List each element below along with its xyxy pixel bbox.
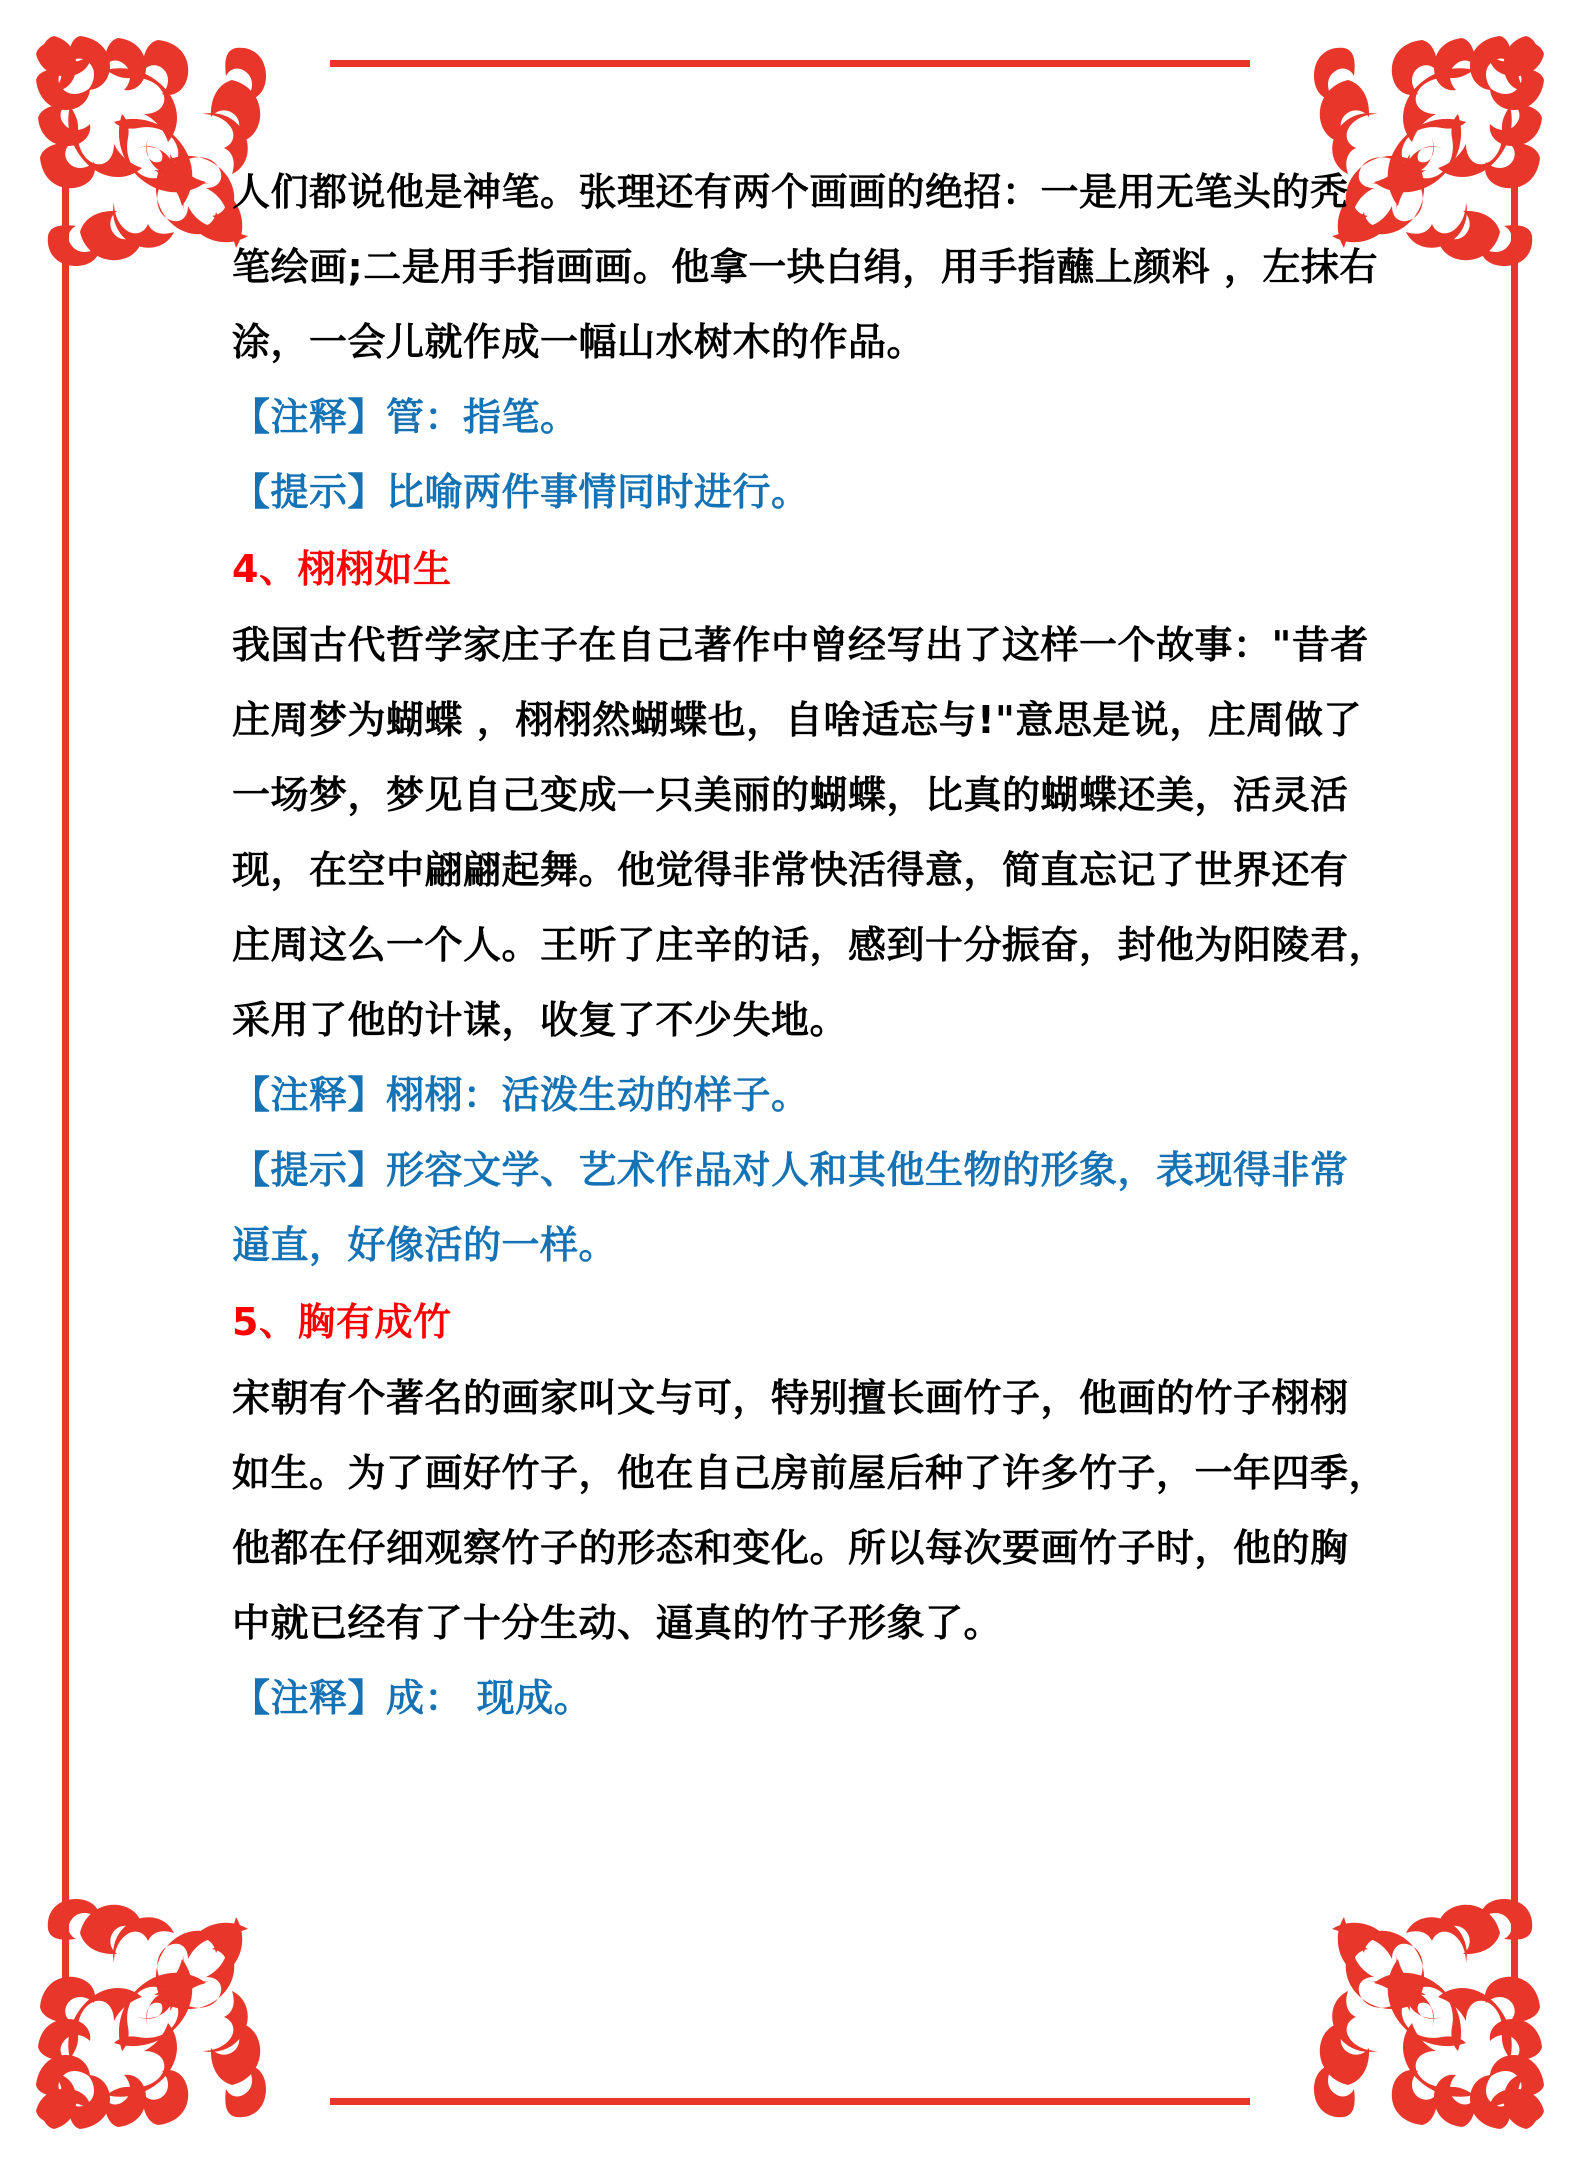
text-line: 【注释】管：指笔。	[232, 395, 579, 439]
text-line: 他都在仔细观察竹子的形态和变化。所以每次要画竹子时，他的胸	[232, 1526, 1349, 1570]
note-tishi-xingrong	[232, 1133, 1372, 1283]
corner-ornament-top-left	[18, 18, 268, 268]
document-body	[232, 155, 1388, 1736]
left-border-rule	[62, 175, 69, 1985]
text-line: 我国古代哲学家庄子在自己著作中曾经写出了这样一个故事："昔者	[232, 623, 1369, 667]
text-line: 【提示】比喻两件事情同时进行。	[232, 470, 810, 514]
top-border-rule	[330, 60, 1250, 67]
bottom-border-rule	[330, 2098, 1250, 2105]
text-line: 如生。为了画好竹子，他在自己房前屋后种了许多竹子，一年四季，	[232, 1451, 1388, 1495]
heading-item-4: 4、栩栩如生	[232, 547, 452, 591]
paragraph-xuxurusheng	[232, 608, 1388, 1058]
text-line: 庄周梦为蝴蝶 ，栩栩然蝴蝶也，自啥适忘与!"意思是说，庄周做了	[232, 698, 1362, 742]
text-line: 现，在空中翩翩起舞。他觉得非常快活得意，简直忘记了世界还有	[232, 848, 1349, 892]
text-line: 逼直，好像活的一样。	[232, 1223, 618, 1267]
text-line: 【注释】成： 现成。	[232, 1676, 593, 1720]
text-line: 宋朝有个著名的画家叫文与可，特别擅长画竹子，他画的竹子栩栩	[232, 1376, 1349, 1420]
text-line: 【提示】形容文学、艺术作品对人和其他生物的形象，表现得非常	[232, 1148, 1349, 1192]
text-line: 【注释】栩栩：活泼生动的样子。	[232, 1073, 810, 1117]
text-line: 采用了他的计谋，收复了不少失地。	[232, 998, 849, 1042]
corner-ornament-bottom-left	[18, 1897, 268, 2147]
note-zhushi-xuxu	[232, 1058, 1372, 1133]
note-zhushi-guan	[232, 380, 1372, 455]
text-line: 庄周这么一个人。王听了庄辛的话，感到十分振奋，封他为阳陵君，	[232, 923, 1388, 967]
text-line: 笔绘画;二是用手指画画。他拿一块白绢，用手指蘸上颜料 ，左抹右	[232, 245, 1378, 289]
note-zhushi-cheng	[232, 1661, 1372, 1736]
paragraph-xiongyouchengzhu	[232, 1361, 1388, 1661]
note-tishi-bixu	[232, 455, 1372, 530]
right-border-rule	[1511, 175, 1518, 1985]
text-line: 涂，一会儿就作成一幅山水树木的作品。	[232, 320, 926, 364]
text-line: 中就已经有了十分生动、逼真的竹子形象了。	[232, 1601, 1003, 1645]
corner-ornament-bottom-right	[1312, 1897, 1562, 2147]
heading-item-5: 5、胸有成竹	[232, 1300, 452, 1344]
paragraph-shenbi	[232, 155, 1378, 380]
text-line: 人们都说他是神笔。张理还有两个画画的绝招：一是用无笔头的秃	[232, 170, 1349, 214]
text-line: 一场梦，梦见自己变成一只美丽的蝴蝶，比真的蝴蝶还美，活灵活	[232, 773, 1349, 817]
